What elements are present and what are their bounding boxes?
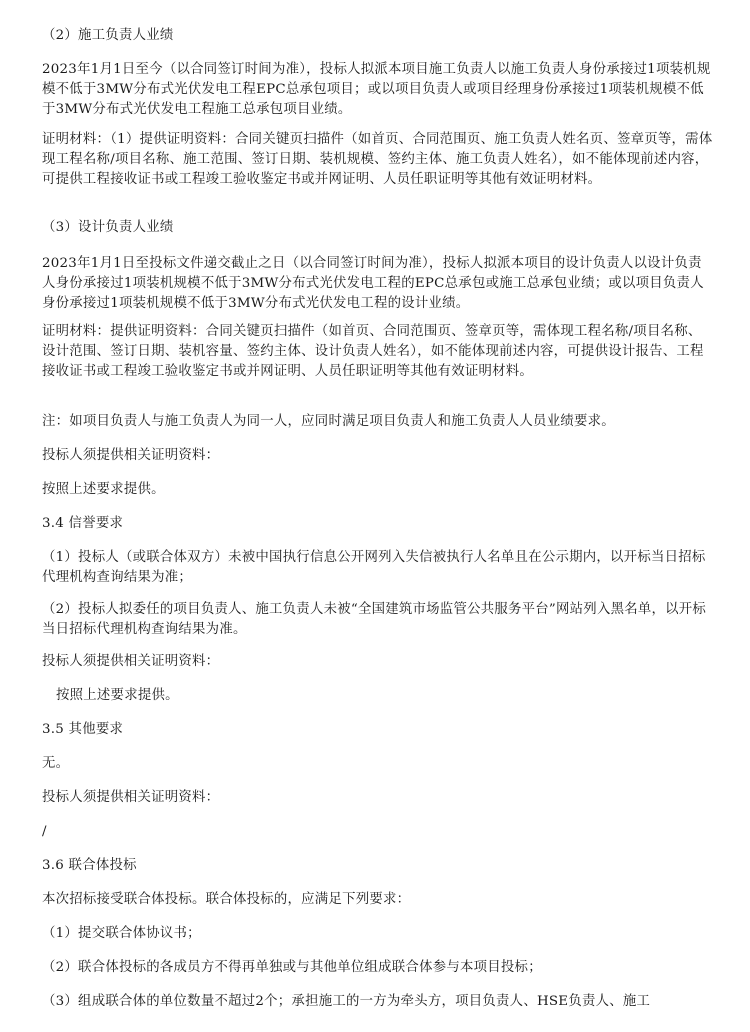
- section-heading-reputation: 3.4 信誉要求: [42, 516, 124, 531]
- consortium-item-2: （2）联合体投标的各成员方不得再单独或与其他单位组成联合体参与本项目投标；: [42, 960, 542, 975]
- paragraph-design-lead-evidence: 证明材料：提供证明资料：合同关键页扫描件（如首页、合同范围页、签章页等，需体现工程名称/项目名称、设计范围、签订日期、装机容量、签约主体、设计负责人姓名），如不能体现前述内容，可提供设计报告、工程接收证书或工程竣工验收鉴定书或并网证明、人员任职证明等其他有效证明材料。: [42, 324, 704, 379]
- evidence-required-label: 投标人须提供相关证明资料：: [42, 654, 220, 669]
- reputation-item-2: （2）投标人拟委任的项目负责人、施工负责人未被“全国建筑市场监管公共服务平台”网站列入黑名单，以开标当日招标代理机构查询结果为准。: [42, 602, 707, 637]
- paragraph-construction-lead-evidence: 证明材料：（1）提供证明资料：合同关键页扫描件（如首页、合同范围页、施工负责人姓名页、签章页等，需体现工程名称/项目名称、施工范围、签订日期、装机规模、签约主体、施工负责人姓名），如不能体现前述内容，可提供工程接收证书或工程竣工验收鉴定书或并网证明、人员任职证明等其他有效证明材料。: [42, 132, 713, 187]
- evidence-response: 按照上述要求提供。: [42, 482, 165, 497]
- reputation-item-1: （1）投标人（或联合体双方）未被中国执行信息公开网列入失信被执行人名单且在公示期内，以开标当日招标代理机构查询结果为准；: [42, 550, 706, 585]
- evidence-required-label: 投标人须提供相关证明资料：: [42, 448, 220, 463]
- note-same-person: 注：如项目负责人与施工负责人为同一人，应同时满足项目负责人和施工负责人人员业绩要求。: [42, 414, 615, 429]
- other-requirements-value: 无。: [42, 756, 70, 771]
- heading-construction-lead-performance: （2）施工负责人业绩: [42, 28, 174, 43]
- paragraph-construction-lead-requirement: 2023年1月1日至今（以合同签订时间为准），投标人拟派本项目施工负责人以施工负责人身份承接过1项装机规模不低于3MW分布式光伏发电工程EPC总承包项目；或以项目负责人或项目经理身份承接过1项装机规模不低于3MW分布式光伏发电工程施工总承包项目业绩。: [42, 62, 711, 117]
- heading-design-lead-performance: （3）设计负责人业绩: [42, 220, 174, 235]
- consortium-intro: 本次招标接受联合体投标。联合体投标的，应满足下列要求：: [42, 892, 411, 907]
- section-heading-consortium-bidding: 3.6 联合体投标: [42, 858, 137, 873]
- evidence-response: /: [42, 824, 47, 839]
- consortium-item-3: （3）组成联合体的单位数量不超过2个；承担施工的一方为牵头方，项目负责人、HSE负责人、施工: [42, 994, 651, 1009]
- evidence-response: 按照上述要求提供。: [56, 688, 179, 703]
- evidence-required-label: 投标人须提供相关证明资料：: [42, 790, 220, 805]
- consortium-item-1: （1）提交联合体协议书；: [42, 926, 201, 941]
- paragraph-design-lead-requirement: 2023年1月1日至投标文件递交截止之日（以合同签订时间为准），投标人拟派本项目的设计负责人以设计负责人身份承接过1项装机规模不低于3MW分布式光伏发电工程的EPC总承包或施工总承包业绩；或以项目负责人身份承接过1项装机规模不低于3MW分布式光伏发电工程的设计业绩。: [42, 256, 704, 311]
- section-heading-other-requirements: 3.5 其他要求: [42, 722, 124, 737]
